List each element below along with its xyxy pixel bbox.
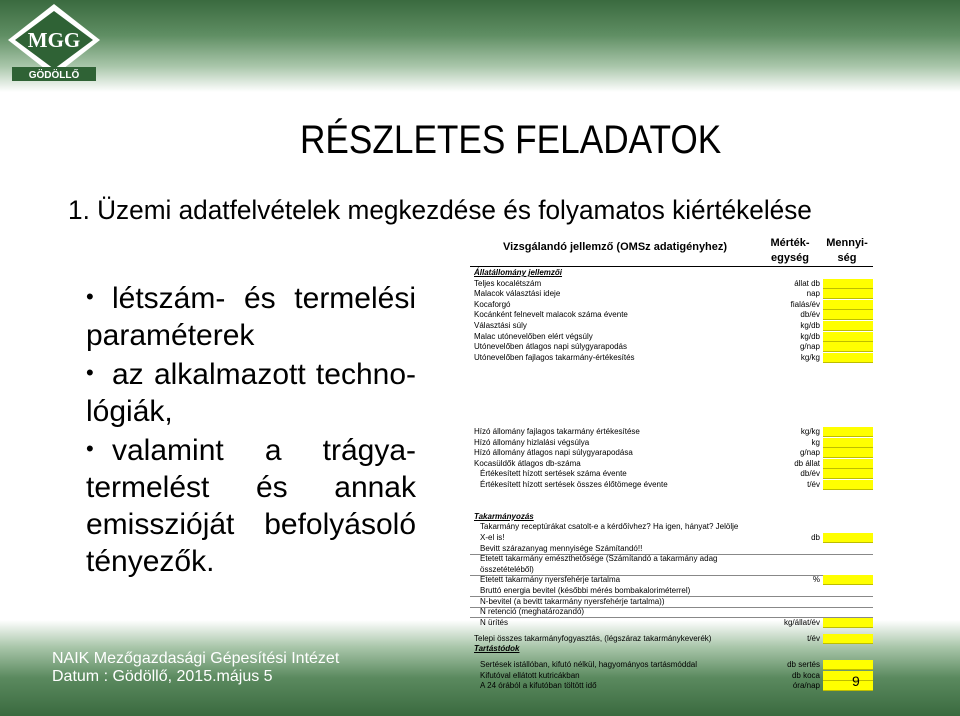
quantity-cell[interactable] xyxy=(823,321,873,331)
table-row xyxy=(470,300,873,310)
table-row xyxy=(470,512,873,522)
bullet-item: • valamint a trágya-termelést és annak emisszióját befolyásoló tényezők. xyxy=(86,430,416,580)
svg-text:GÖDÖLLŐ: GÖDÖLLŐ xyxy=(28,70,80,81)
quantity-cell[interactable] xyxy=(823,279,873,289)
row-label: Takarmányozás xyxy=(474,511,534,521)
quantity-cell[interactable] xyxy=(823,448,873,458)
table-row xyxy=(470,480,873,490)
row-unit: kg/állat/év xyxy=(783,617,820,627)
table-row xyxy=(470,618,873,628)
quantity-cell[interactable] xyxy=(823,480,873,490)
row-label: A 24 órából a kifutóban töltött idő xyxy=(480,681,597,691)
quantity-cell[interactable] xyxy=(823,332,873,342)
bullet-item: • az alkalmazott techno-lógiák, xyxy=(86,354,416,430)
quantity-cell[interactable] xyxy=(823,353,873,363)
row-unit: kg/kg xyxy=(800,427,820,436)
row-label: Telepi összes takarmányfogyasztás, (légszáraz takarmánykeverék) xyxy=(474,633,712,643)
table-row xyxy=(470,469,873,479)
table-row xyxy=(470,332,873,342)
row-unit: db/év xyxy=(800,469,820,479)
row-label: Teljes kocalétszám xyxy=(474,278,542,288)
slide-subtitle: 1. Üzemi adatfelvételek megkezdése és folyamatos kiértékelése xyxy=(68,195,812,225)
quantity-cell[interactable] xyxy=(823,469,873,479)
column-header-quantity: Mennyi-ség xyxy=(826,237,868,264)
quantity-cell[interactable] xyxy=(823,634,873,644)
quantity-cell[interactable] xyxy=(823,427,873,437)
row-unit: nap xyxy=(806,289,820,299)
table-row xyxy=(470,660,873,670)
row-unit: db xyxy=(811,533,820,542)
quantity-cell[interactable] xyxy=(823,671,873,681)
row-unit: állat db xyxy=(794,278,820,288)
row-unit: fialás/év xyxy=(790,299,820,309)
row-label: Hízó állomány fajlagos takarmány értékesítése xyxy=(474,427,640,436)
row-unit: kg/kg xyxy=(800,352,820,362)
table-row xyxy=(470,586,873,597)
quantity-cell[interactable] xyxy=(823,533,873,543)
table-row xyxy=(470,575,873,585)
row-label: Hízó állomány átlagos napi súlygyarapodása xyxy=(474,448,633,458)
column-header-parameter: Vizsgálandó jellemző (OMSz adatigényhez) xyxy=(502,241,728,253)
table-row xyxy=(470,342,873,352)
footer-date: Datum : Gödöllő, 2015.május 5 xyxy=(52,668,273,685)
quantity-cell[interactable] xyxy=(823,459,873,469)
quantity-cell[interactable] xyxy=(823,575,873,585)
row-label: Kocaforgó xyxy=(474,299,511,309)
row-unit: t/év xyxy=(807,480,820,489)
row-label: Malacok választási ideje xyxy=(474,289,561,299)
row-label: Malac utónevelőben elért végsúly xyxy=(474,331,593,341)
row-unit: g/nap xyxy=(799,342,820,352)
table-row xyxy=(470,448,873,458)
row-unit: % xyxy=(812,575,820,585)
quantity-cell[interactable] xyxy=(823,289,873,299)
row-label: Hízó állomány hizlalási végsúlya xyxy=(474,437,590,447)
page-title: RÉSZLETES FELADATOK xyxy=(300,118,722,162)
row-label: Bevitt szárazanyag mennyisége Számítandó!! xyxy=(480,543,643,553)
quantity-cell[interactable] xyxy=(823,660,873,670)
row-label: Takarmány receptúrákat csatolt-e a kérdőívhez? Ha igen, hányat? Jelölje xyxy=(480,522,739,532)
row-label: Értékesített hízott sertések száma évente xyxy=(480,469,627,479)
page-number: 9 xyxy=(852,673,860,689)
row-unit: t/év xyxy=(807,633,820,643)
row-label: Etetett takarmány nyersfehérje tartalma xyxy=(480,575,621,585)
data-table xyxy=(470,234,873,691)
row-label: Utónevelőben fajlagos takarmány-értékesítés xyxy=(474,352,635,362)
row-label: Etetett takarmány emészthetősége (Számítandó a takarmány adag xyxy=(480,554,718,564)
quantity-cell[interactable] xyxy=(823,618,873,628)
table-row xyxy=(470,671,873,681)
bullet-icon: • xyxy=(86,284,94,309)
row-label: Értékesített hízott sertések összes élőtömege évente xyxy=(480,480,668,489)
row-unit: db/év xyxy=(800,310,820,320)
table-header xyxy=(470,234,873,266)
mgk-godollo-logo xyxy=(0,0,108,88)
row-label: Választási súly xyxy=(474,321,527,330)
table-row xyxy=(470,459,873,469)
bullet-icon: • xyxy=(86,360,94,385)
quantity-cell[interactable] xyxy=(823,310,873,320)
row-unit: g/nap xyxy=(799,448,820,458)
quantity-cell[interactable] xyxy=(823,342,873,352)
row-label: N ürítés xyxy=(480,617,509,627)
row-unit: db sertés xyxy=(787,660,820,670)
row-label: N retenció (meghatározandó) xyxy=(480,607,585,617)
table-row xyxy=(470,634,873,644)
table-row xyxy=(470,438,873,448)
bullet-icon: • xyxy=(86,436,94,461)
quantity-cell[interactable] xyxy=(823,438,873,448)
row-unit: db koca xyxy=(791,670,820,680)
table-row xyxy=(470,353,873,363)
row-label: Kocasüldők átlagos db-száma xyxy=(474,458,581,468)
svg-text:MGG: MGG xyxy=(27,28,81,52)
row-label: N-bevitel (a bevitt takarmány nyersfehérje tartalma)) xyxy=(480,596,665,606)
row-label: összetételéből) xyxy=(480,564,534,574)
row-label: X-el is! xyxy=(480,533,505,542)
row-label: Tartástódok xyxy=(474,644,520,654)
row-unit: db állat xyxy=(794,458,820,468)
table-row xyxy=(470,427,873,437)
header-band xyxy=(0,0,960,92)
row-unit: kg/db xyxy=(800,321,820,330)
column-header-unit: Mérték-egység xyxy=(770,237,810,264)
table-row xyxy=(470,644,873,654)
row-label: Állatállomány jellemzői xyxy=(474,268,563,277)
table-row xyxy=(470,554,873,564)
row-label: Utónevelőben átlagos napi súlygyarapodás xyxy=(474,342,627,352)
table-row xyxy=(470,522,873,532)
bullet-list xyxy=(86,278,416,580)
quantity-cell[interactable] xyxy=(823,681,873,691)
header-divider xyxy=(470,266,873,267)
table-row xyxy=(470,681,873,691)
row-unit: kg/db xyxy=(800,331,820,341)
row-label: Sertések istállóban, kifutó nélkül, hagyományos tartásmóddal xyxy=(480,660,698,670)
bullet-item: • létszám- és termelési paraméterek xyxy=(86,278,416,354)
table-row xyxy=(470,268,873,278)
table-row xyxy=(470,279,873,289)
table-row xyxy=(470,533,873,543)
quantity-cell[interactable] xyxy=(823,300,873,310)
row-label: Bruttó energia bevitel (későbbi mérés bombakaloriméterrel) xyxy=(480,586,691,595)
row-label: Kifutóval ellátott kutricákban xyxy=(480,670,580,680)
table-row xyxy=(470,597,873,608)
table-row xyxy=(470,607,873,618)
table-row xyxy=(470,310,873,320)
table-row xyxy=(470,544,873,555)
footer-institute: NAIK Mezőgazdasági Gépesítési Intézet xyxy=(52,650,340,667)
table-row xyxy=(470,289,873,299)
row-unit: kg xyxy=(811,437,820,447)
row-unit: óra/nap xyxy=(792,681,820,691)
table-row xyxy=(470,321,873,331)
row-label: Kocánként felnevelt malacok száma évente xyxy=(474,310,628,320)
table-row xyxy=(470,565,873,576)
